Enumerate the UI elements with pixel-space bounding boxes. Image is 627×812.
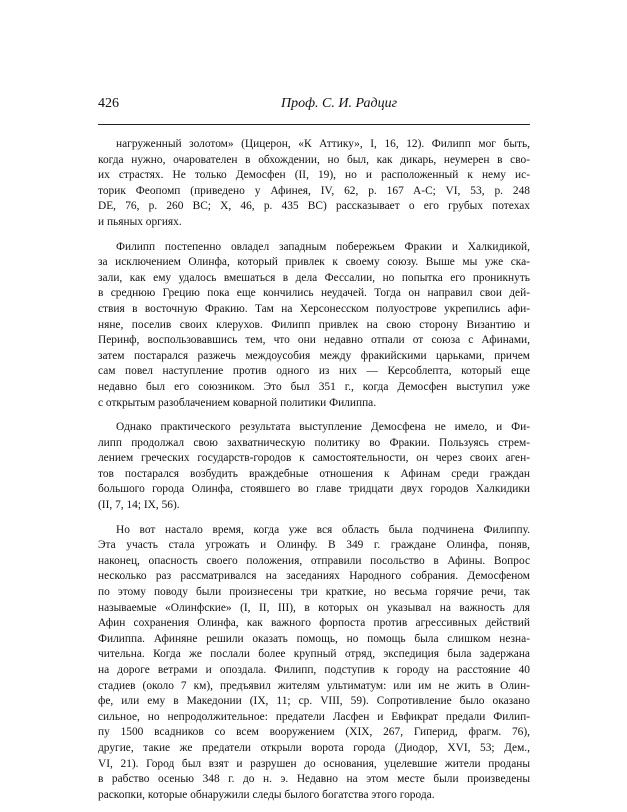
text-line: их страстях. Не только Демосфен (II, 19), но и расположенный к нему ис- bbox=[98, 169, 530, 182]
text-line: тов постарался возбудить враждебные отношения к Афинам среди граждан bbox=[98, 467, 530, 480]
paragraph bbox=[98, 523, 530, 804]
text-line: Перинф, воспользовавшись тем, что они недавно отпали от союза с Афинами, bbox=[98, 334, 530, 347]
text-line: Эта участь стала угрожать и Олинфу. В 349 г. граждане Олинфа, поняв, bbox=[98, 539, 530, 552]
text-line: в рабство осенью 348 г. до н. э. Недавно на этом месте были произведены bbox=[98, 773, 530, 786]
text-line: сам повел наступление против одного из них — Керсоблепта, который еще bbox=[98, 365, 530, 378]
running-head: Проф. С. И. Радциг bbox=[280, 96, 398, 111]
text-line: чительна. Когда же послали более крупный отряд, экспедиция была задержана bbox=[98, 648, 530, 661]
text-line: раскопки, которые обнаружили следы былого богатства этого города. bbox=[98, 788, 435, 801]
text-line: фе, или ему в Македонии (IX, 11; ср. VIII, 59). Сопротивление было оказано bbox=[98, 695, 530, 708]
page bbox=[98, 96, 530, 812]
paragraph bbox=[98, 137, 530, 231]
text-line: торик Феопомп (приведено у Афинея, IV, 62, p. 167 A-C; VI, 53, p. 248 bbox=[98, 184, 530, 197]
paragraph bbox=[98, 420, 530, 514]
text-line: зали, как ему удалось вмешаться в дела Фессалии, но попытка его проникнуть bbox=[98, 271, 530, 284]
header-rule bbox=[98, 124, 530, 125]
text-line: лением греческих государств-городов к самостоятельности, он через своих аген- bbox=[98, 452, 530, 465]
text-line: называемые «Олинфские» (I, II, III), в которых он указывал на важность для bbox=[98, 601, 530, 614]
text-line: на дороге ветрами и опоздала. Филипп, подступив к городу на расстояние 40 bbox=[98, 664, 530, 676]
text-line: Но вот настало время, когда уже вся область была подчинена Филиппу. bbox=[116, 523, 530, 536]
text-line: нагруженный золотом» (Цицерон, «К Аттику», I, 16, 12). Филипп мог быть, bbox=[116, 138, 530, 150]
text-line: ствия в восточную Фракию. Там на Херсонесском полуострове укрепились афи- bbox=[98, 302, 530, 315]
page-header bbox=[98, 96, 530, 120]
text-line: VI, 21). Город был взят и разрушен до основания, уцелевшие жители проданы bbox=[98, 757, 530, 770]
text-line: сильное, но непродолжительное: предатели Ласфен и Евфикрат предали Филип- bbox=[98, 710, 530, 723]
text-line: когда нужно, очарователен в обхождении, но был, как дикарь, неумерен в сво- bbox=[98, 153, 530, 166]
text-line: и пьяных оргиях. bbox=[98, 215, 182, 228]
page-number: 426 bbox=[98, 96, 119, 111]
text-line: за исключением Олинфа, который привлек к своему союзу. Выше мы уже ска- bbox=[98, 256, 530, 269]
body-text bbox=[98, 137, 530, 803]
text-line: затем постарался разжечь междоусобия между фракийскими царьками, причем bbox=[98, 349, 530, 362]
text-line: Однако практического результата выступление Демосфена не имело, и Фи- bbox=[116, 421, 530, 434]
text-line: по этому поводу были произнесены три краткие, но весьма горячие речи, так bbox=[98, 586, 530, 599]
text-line: (II, 7, 14; IX, 56). bbox=[98, 499, 180, 512]
text-line: Филипп постепенно овладел западным побережьем Фракии и Халкидикой, bbox=[116, 240, 530, 253]
text-line: Филиппа. Афиняне решили оказать помощь, но помощь была слишком незна- bbox=[98, 632, 530, 645]
text-line: недавно был его союзником. Это был 351 г., когда Демосфен выступил уже bbox=[98, 380, 530, 393]
text-line: несколько раз рассматривался на заседаниях Народного собрания. Демосфеном bbox=[98, 570, 530, 583]
text-line: в среднюю Грецию пока еще кончились неудачей. Тогда он направил свои дей- bbox=[98, 287, 530, 300]
text-line: другие, такие же предатели открыли ворота города (Диодор, XVI, 53; Дем., bbox=[98, 741, 530, 754]
text-line: Афин сохранения Олинфа, как важного форпоста против агрессивных действий bbox=[98, 617, 530, 630]
text-line: с открытым разоблачением коварной политики Филиппа. bbox=[98, 396, 377, 409]
text-line: няне, поселив своих клерухов. Филипп привлек на свою сторону Византию и bbox=[98, 318, 530, 331]
text-line: DE, 76, p. 260 BC; X, 46, p. 435 BC) рассказывает о его грубых потехах bbox=[98, 200, 530, 213]
text-line: большого города Олинфа, стоявшего во главе тридцати двух городов Халкидики bbox=[98, 483, 530, 496]
text-line: наконец, опасность своего положения, отправили посольство в Афины. Вопрос bbox=[98, 554, 530, 567]
text-line: липп продолжал свою захватническую политику во Фракии. Пользуясь стрем- bbox=[98, 436, 530, 449]
text-line: стадиев (около 7 км), предъявил жителям ультиматум: или им не жить в Олин- bbox=[98, 679, 530, 692]
text-line: пу 1500 всадников со всем вооружением (XIX, 267, Гиперид, фрагм. 76), bbox=[98, 726, 530, 739]
paragraph bbox=[98, 240, 530, 412]
